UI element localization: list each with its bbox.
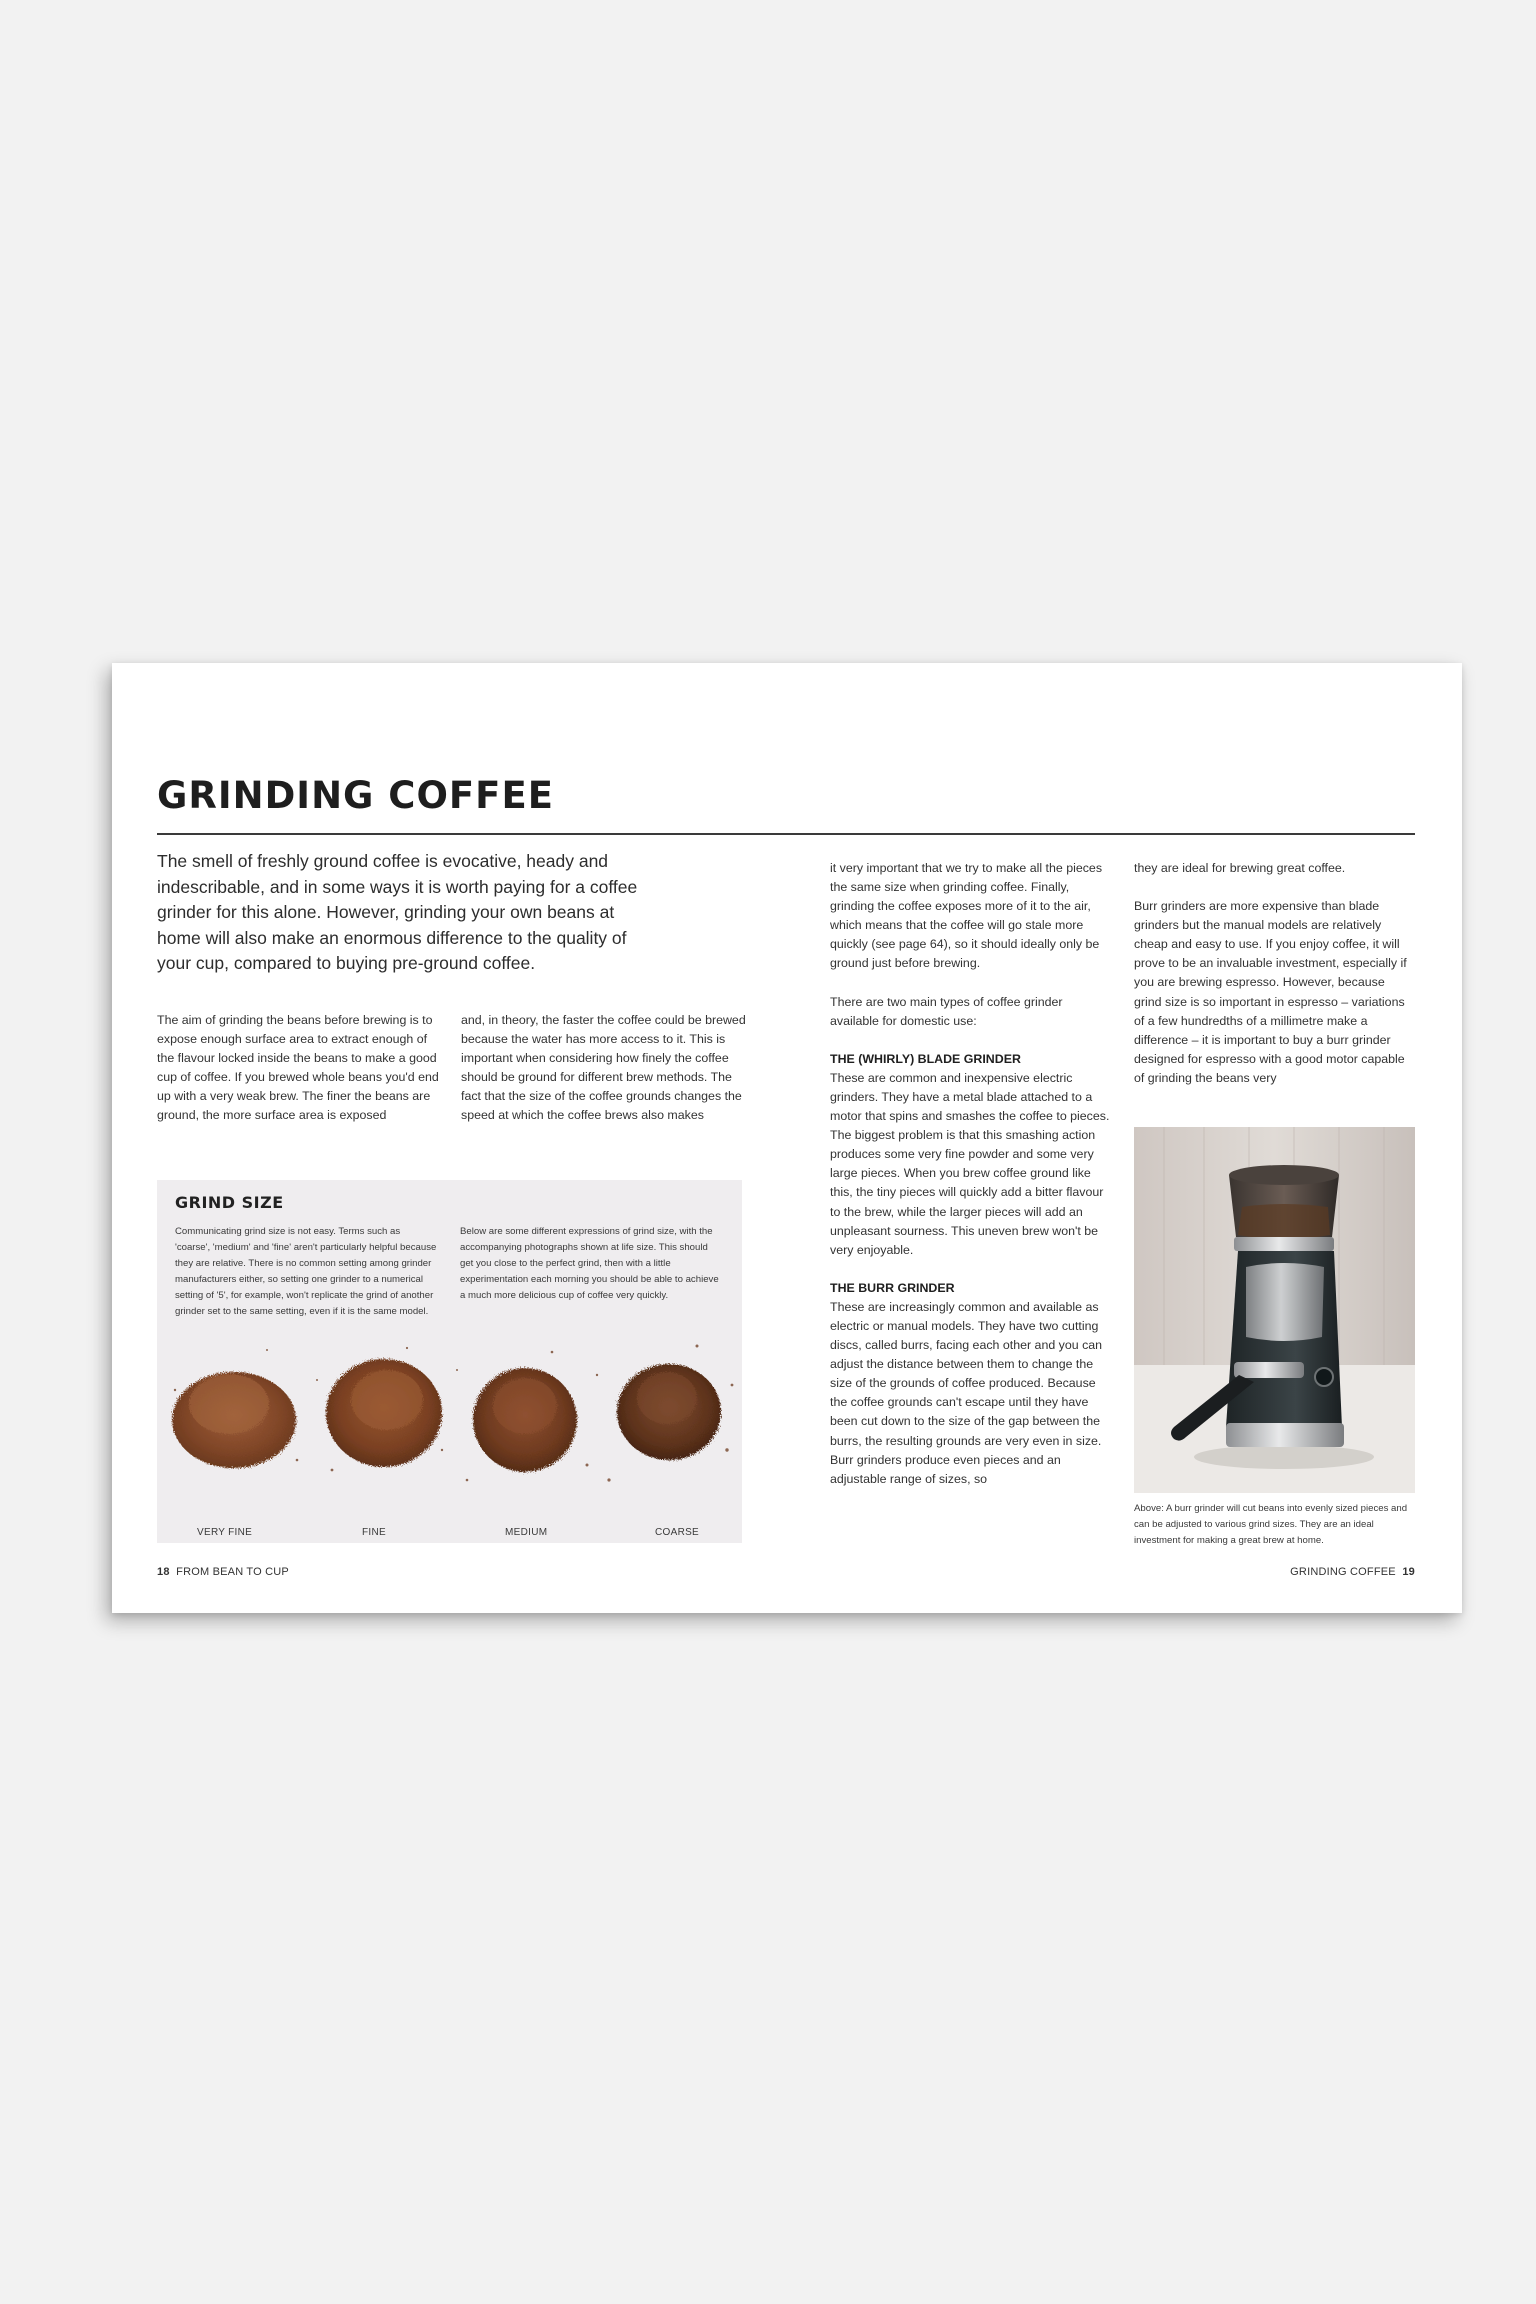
grind-size-box [157, 1180, 742, 1543]
body-column-1 [157, 1011, 442, 1145]
body-paragraph: they are ideal for brewing great coffee. [1134, 861, 1346, 875]
right-page-number: 19 [1402, 1566, 1415, 1578]
left-folio [157, 1566, 289, 1578]
page-title: GRINDING COFFEE [157, 774, 554, 817]
body-paragraph: These are common and inexpensive electric grinders. They have a metal blade attached to a motor that spins and smashes the coffee to pieces. The biggest problem is that this smashing action produces some very fine powder and some very large pieces. When you brew coffee ground like this, the tiny pieces will quickly add a bitter flavour to the brew, while the larger pieces will add an unpleasant sourness. This uneven brew won't be very enjoyable. [830, 1070, 1110, 1257]
left-page-number: 18 [157, 1566, 170, 1578]
very-fine-pile [172, 1372, 296, 1468]
body-column-4 [1134, 859, 1414, 1107]
body-paragraph: and, in theory, the faster the coffee could be brewed because the water has more access to it. This is important when considering how finely the coffee should be ground for different brew methods. The fact that the size of the coffee grounds changes the speed at which the coffee brews also makes [461, 1013, 746, 1123]
burr-grinder-heading: THE BURR GRINDER [830, 1280, 955, 1295]
title-rule [157, 833, 1415, 835]
grind-label-fine: FINE [362, 1527, 386, 1538]
body-paragraph: There are two main types of coffee grinder available for domestic use: [830, 994, 1063, 1028]
body-column-3 [830, 859, 1110, 1508]
photo-caption: Above: A burr grinder will cut beans into evenly sized pieces and can be adjusted to various grind sizes. They are an ideal investment for making a great brew at home. [1134, 1503, 1408, 1547]
burr-grinder-photo [1134, 1127, 1415, 1493]
body-column-2 [461, 1011, 746, 1145]
medium-pile [473, 1368, 577, 1472]
grind-label-medium: MEDIUM [505, 1527, 548, 1538]
left-running-head: FROM BEAN TO CUP [176, 1566, 289, 1578]
grind-label-very-fine: VERY FINE [197, 1527, 253, 1538]
grind-size-title: GRIND SIZE [175, 1193, 284, 1212]
intro-paragraph: The smell of freshly ground coffee is evocative, heady and indescribable, and in some ways it is worth paying for a coffee grinder for this alone. However, grinding your own beans at home will also make an enormous difference to the quality of your cup, compared to buying pre-ground coffee. [157, 851, 638, 973]
coffee-grounds-photo [157, 1330, 742, 1543]
fine-pile [326, 1359, 442, 1467]
right-running-head: GRINDING COFFEE [1290, 1566, 1396, 1578]
body-paragraph: it very important that we try to make all the pieces the same size when grinding coffee. Finally, grinding the coffee exposes more of it to the air, which means that the coffee will go stale more quickly (see page 64), so it should ideally only be ground just before brewing. [830, 861, 1103, 971]
grind-label-coarse: COARSE [655, 1527, 700, 1538]
grind-size-text-1: Communicating grind size is not easy. Terms such as 'coarse', 'medium' and 'fine' aren't particularly helpful because they are relative. There is no common setting among grinder manufacturers either, so setting one grinder to a numerical setting of '5', for example, won't replicate the grind of another grinder set to the same setting, even if it is the same model. [175, 1226, 437, 1317]
right-folio [1290, 1566, 1415, 1578]
book-spread [112, 663, 1462, 1613]
coarse-pile [617, 1364, 721, 1460]
blade-grinder-heading: THE (WHIRLY) BLADE GRINDER [830, 1051, 1021, 1066]
body-paragraph: These are increasingly common and available as electric or manual models. They have two cutting discs, called burrs, facing each other and you can adjust the distance between them to change the size of the grounds of coffee produced. Because the coffee grounds can't escape until they have been cut down to the size of the gap between the burrs, the resulting grounds are very even in size. Burr grinders produce even pieces and an adjustable range of sizes, so [830, 1299, 1103, 1486]
grind-size-text-2: Below are some different expressions of grind size, with the accompanying photographs shown at life size. This should get you close to the perfect grind, then with a little experimentation each morning you should be able to achieve a much more delicious cup of coffee very quickly. [460, 1226, 719, 1301]
body-paragraph: The aim of grinding the beans before brewing is to expose enough surface area to extract enough of the flavour locked inside the beans to make a good cup of coffee. If you brewed whole beans you'd end up with a very weak brew. The finer the beans are ground, the more surface area is exposed [157, 1013, 439, 1123]
body-paragraph: Burr grinders are more expensive than blade grinders but the manual models are relatively cheap and easy to use. If you enjoy coffee, it will prove to be an invaluable investment, especially if you are brewing espresso. However, because grind size is so important in espresso – variations of a few hundredths of a millimetre make a difference – it is important to buy a burr grinder designed for espresso with a good motor capable of grinding the beans very [1134, 899, 1407, 1085]
